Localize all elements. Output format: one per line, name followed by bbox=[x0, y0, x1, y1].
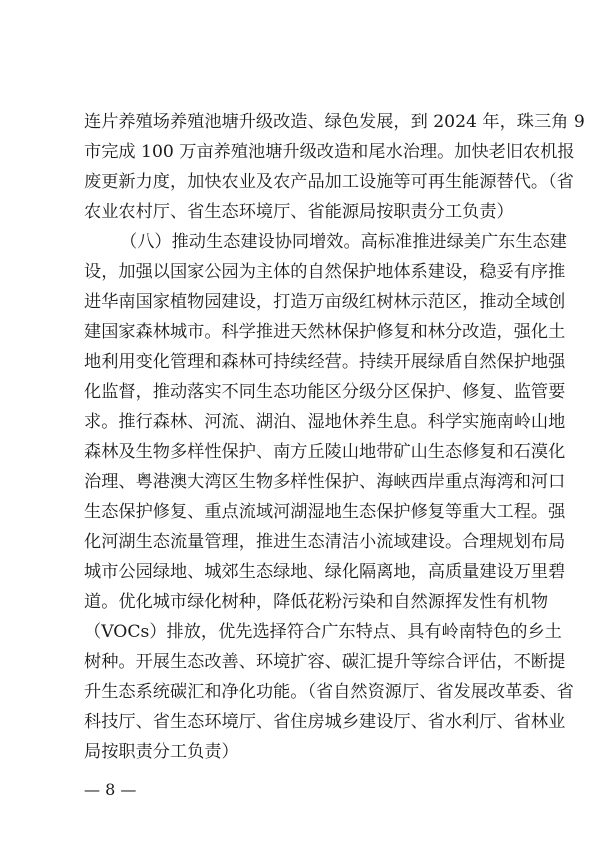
text-line: 化监督，推动落实不同生态功能区分级分区保护、修复、监管要 bbox=[84, 382, 566, 402]
text-line: 治理、粤港澳大湾区生物多样性保护、海峡西岸重点海湾和河口 bbox=[84, 472, 566, 492]
text-line: 树种。开展生态改善、环境扩容、碳汇提升等综合评估，不断提 bbox=[84, 652, 566, 672]
text-line: 城市公园绿地、城郊生态绿地、绿化隔离地，高质量建设万里碧 bbox=[84, 562, 566, 582]
text-line: 科技厅、省生态环境厅、省住房城乡建设厅、省水利厅、省林业 bbox=[84, 712, 566, 732]
text-line: 生态保护修复、重点流域河湖湿地生态保护修复等重大工程。强 bbox=[84, 502, 566, 522]
text-line: 连片养殖场养殖池塘升级改造、绿色发展，到 2024 年，珠三角 9 bbox=[84, 112, 585, 132]
text-line: 道。优化城市绿化树种，降低花粉污染和自然源挥发性有机物 bbox=[84, 592, 549, 612]
page-number: — 8 — bbox=[84, 780, 137, 799]
text-line: 建国家森林城市。科学推进天然林保护修复和林分改造，强化土 bbox=[84, 322, 566, 342]
text-line: 市完成 100 万亩养殖池塘升级改造和尾水治理。加快老旧农机报 bbox=[84, 142, 575, 162]
text-line: 局按职责分工负责） bbox=[84, 742, 239, 762]
text-line: 求。推行森林、河流、湖泊、湿地休养生息。科学实施南岭山地 bbox=[84, 412, 566, 432]
text-line: 森林及生物多样性保护、南方丘陵山地带矿山生态修复和石漠化 bbox=[84, 442, 566, 462]
text-line: 化河湖生态流量管理，推进生态清洁小流域建设。合理规划布局 bbox=[84, 532, 566, 552]
text-line: （八）推动生态建设协同增效。高标准推进绿美广东生态建 bbox=[120, 232, 567, 252]
text-line: （VOCs）排放，优先选择符合广东特点、具有岭南特色的乡土 bbox=[84, 622, 562, 642]
text-line: 农业农村厅、省生态环境厅、省能源局按职责分工负责） bbox=[84, 202, 514, 222]
text-line: 升生态系统碳汇和净化功能。（省自然资源厅、省发展改革委、省 bbox=[84, 682, 574, 702]
text-line: 进华南国家植物园建设，打造万亩级红树林示范区，推动全域创 bbox=[84, 292, 566, 312]
text-line: 废更新力度，加快农业及农产品加工设施等可再生能源替代。（省 bbox=[84, 172, 574, 192]
text-line: 设，加强以国家公园为主体的自然保护地体系建设，稳妥有序推 bbox=[84, 262, 566, 282]
text-line: 地利用变化管理和森林可持续经营。持续开展绿盾自然保护地强 bbox=[84, 352, 566, 372]
